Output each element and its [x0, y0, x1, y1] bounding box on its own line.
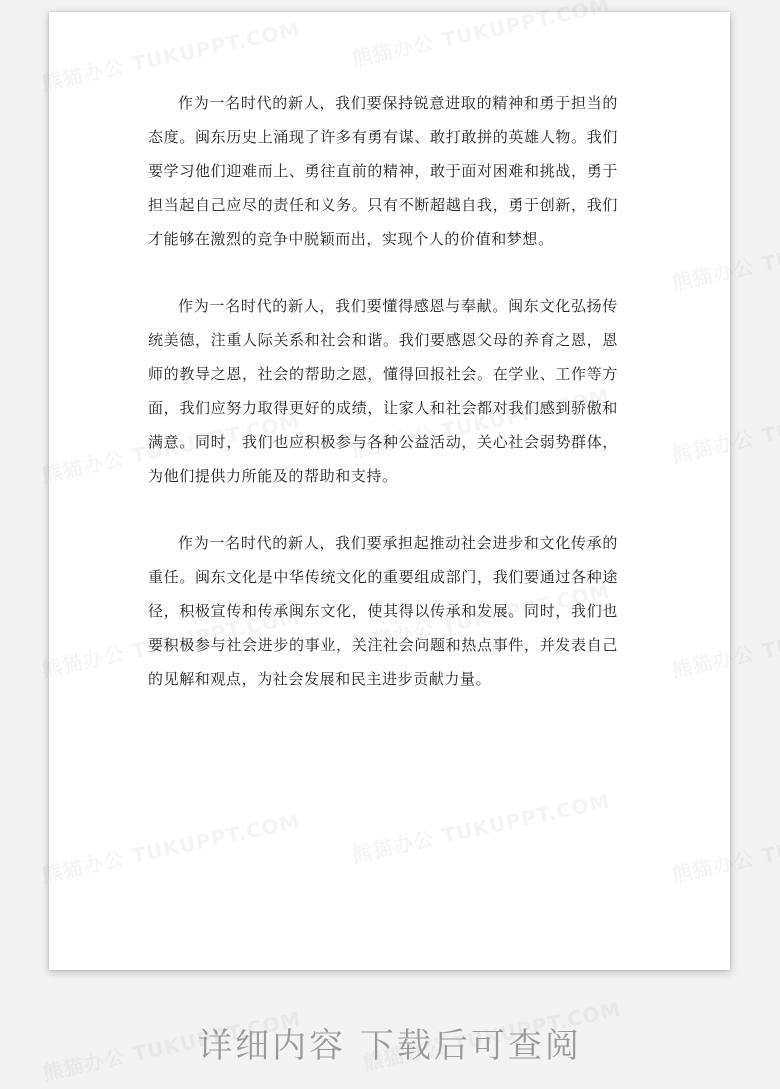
- watermark-text: [39, 13, 303, 96]
- paragraph-1: 作为一名时代的新人，我们要保持锐意进取的精神和勇于担当的态度。闽东历史上涌现了许多有勇有谋、敢打敢拼的英雄人物。我们要学习他们迎难而上、勇往直前的精神，敢于面对困难和挑战，勇于担当起自己应尽的责任和义务。只有不断超越自我，勇于创新，我们才能够在激烈的竞争中脱颖而出，实现个人的价值和梦想。: [148, 94, 618, 248]
- paragraph-3: 作为一名时代的新人，我们要承担起推动社会进步和文化传承的重任。闽东文化是中华传统文化的重要组成部门，我们要通过各种途径，积极宣传和传承闽东文化，使其得以传承和发展。同时，我们也要积极参与社会进步的事业，关注社会问题和热点事件，并发表自己的见解和观点，为社会发展和民主进步贡献力量。: [148, 534, 618, 688]
- watermark-text: [669, 805, 780, 888]
- download-hint: 详细内容 下载后可查阅: [198, 1026, 582, 1066]
- watermark-text: [39, 805, 303, 888]
- document-page: [49, 12, 730, 970]
- watermark-text: [669, 213, 780, 296]
- document-body: [148, 86, 618, 729]
- paragraph-2: 作为一名时代的新人，我们要懂得感恩与奉献。闽东文化弘扬传统美德，注重人际关系和社会和谐。我们要感恩父母的养育之恩，恩师的教导之恩，社会的帮助之恩，懂得回报社会。在学业、工作等方面，我们应努力取得更好的成绩，让家人和社会都对我们感到骄傲和满意。同时，我们也应积极参与各种公益活动，关心社会弱势群体，为他们提供力所能及的帮助和支持。: [148, 297, 618, 485]
- watermark-text: [349, 0, 613, 72]
- watermark-text: [669, 600, 780, 683]
- watermark-text: [349, 785, 613, 868]
- watermark-text: [669, 385, 780, 468]
